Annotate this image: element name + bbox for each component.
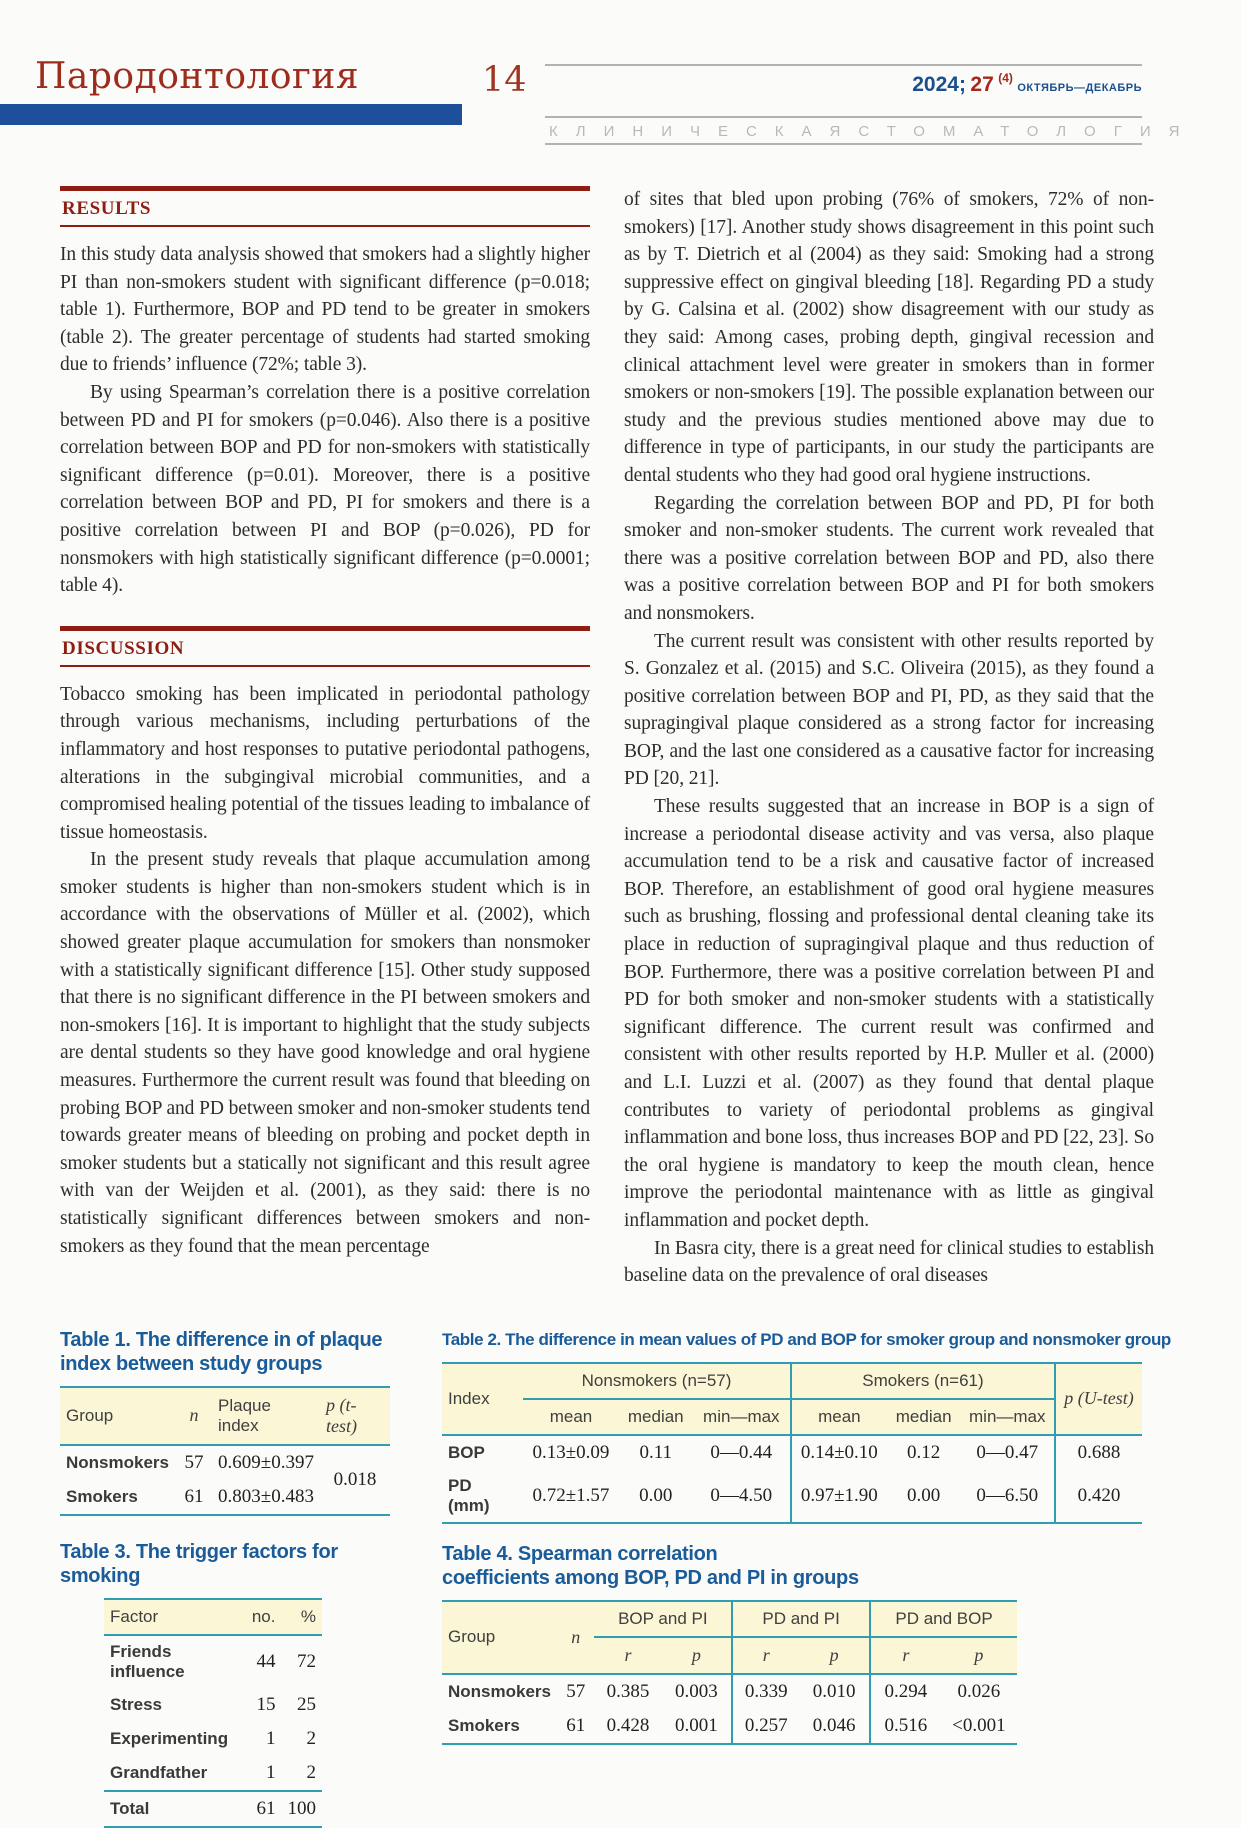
cell: 0.609±0.397	[218, 1451, 314, 1473]
discussion-heading: DISCUSSION	[62, 637, 185, 659]
cell: 0.72±1.57	[532, 1484, 610, 1506]
tables-left-column	[60, 1328, 390, 1828]
cell: Nonsmokers	[448, 1681, 551, 1701]
cell: 0.003	[661, 1674, 732, 1709]
cell: 57	[566, 1680, 586, 1702]
column-header: p	[941, 1637, 1017, 1674]
results-heading: RESULTS	[62, 198, 152, 219]
cell: 72	[297, 1650, 316, 1672]
table-row	[442, 1470, 1142, 1523]
column-header: n	[557, 1601, 594, 1674]
journal-accent-bar	[0, 104, 462, 125]
column-header: r	[594, 1637, 661, 1674]
column-header: p (t-test)	[320, 1387, 390, 1445]
cell: 0.14±0.10	[800, 1441, 878, 1463]
article-body	[60, 186, 1183, 1290]
cell: 44	[256, 1650, 276, 1672]
cell: 1	[265, 1761, 276, 1783]
table-subheader-row	[442, 1399, 1142, 1435]
table-total-row	[104, 1791, 322, 1827]
cell: <0.001	[952, 1714, 1006, 1736]
issue-volume: 27	[970, 73, 994, 96]
page-number: 14	[482, 60, 527, 100]
cell: 0.803±0.483	[218, 1485, 314, 1507]
continuation-paragraph: of sites that bled upon probing (76% of smokers, 72% of non-smokers) [17]. Another study shows disagreement in this point such as by T. Dietrich et al (2004) as they said: Smoking had a strong suppressive effect on gingival bleeding [18]. Regarding PD a study by G. Calsina et al. (2002) show disagreement with our study as they said: Among cases, probing depth, gingival recession and clinical attachment level were greater in smokers than in former smokers or non-smokers [19]. The possible explanation between our study and the previous studies mentioned above may due to difference in type of participants, in our study the participants are dental students who they had good oral hygiene instructions.	[624, 189, 1154, 486]
cell: 0—0.44	[693, 1435, 791, 1470]
body-paragraph: The current result was consistent with other results reported by S. Gonzalez et al. (2015) and S.C. Oliveira (2015), as they found a positive correlation between BOP and PI, PD, as they said that the supragingival plaque considered as a strong factor for increasing BOP, and the last one considered as a causative factor for increasing PD [20, 21].	[624, 630, 1154, 790]
column-group-header: PD and PI	[732, 1601, 870, 1637]
cell: 0.516	[884, 1714, 928, 1736]
cell: 0.257	[744, 1714, 788, 1736]
discussion-paragraph: In the present study reveals that plaque accumulation among smoker students is higher than non-smokers student which is in accordance with the observations of Müller et al. (2002), which showed greater plaque accumulation for smokers than nonsmoker with a statistically significant difference [15]. Other study supposed that there is no significant difference in the PI between smokers and non-smokers [16]. It is important to highlight that the study subjects are dental students so they have good knowledge and oral hygiene measures. Furthermore the current result was found that bleeding on probing BOP and PD between smoker and non-smoker students tend towards greater means of bleeding on probing and pocket depth in smoker students but a statically not significant and this result agree with van der Weijden et al. (2001), as they said: there is no statistically significant differences between smokers and non-smokers as they found that the mean percentage	[60, 849, 590, 1257]
table1-title	[60, 1328, 390, 1376]
header-rule-bottom	[545, 143, 1142, 145]
cell: 0.97±1.90	[800, 1484, 878, 1506]
column-header: Factor	[104, 1599, 238, 1635]
issue-months: ОКТЯБРЬ—ДЕКАБРЬ	[1017, 82, 1142, 94]
running-head	[545, 118, 1198, 143]
tables-right-column	[442, 1328, 1171, 1828]
cell: 2	[306, 1761, 316, 1783]
cell: Total	[104, 1791, 238, 1827]
table3-block	[60, 1540, 390, 1828]
cell: Friends influence	[110, 1641, 185, 1681]
table-header-row	[442, 1363, 1142, 1399]
body-paragraph: In Basra city, there is a great need for clinical studies to establish baseline data on the prevalence of oral diseases	[624, 1237, 1154, 1287]
table3	[104, 1598, 322, 1828]
table3-title: Table 3. The trigger factors for smoking	[60, 1540, 338, 1587]
column-group-header: Nonsmokers (n=57)	[523, 1363, 791, 1399]
results-paragraph: In this study data analysis showed that smokers had a slightly higher PI than non-smokers student with significant difference (p=0.018; table 1). Furthermore, BOP and PD tend to be greater in smokers (table 2). The greater percentage of students had started smoking due to friends’ influence (72%; table 3).	[60, 244, 590, 376]
discussion-paragraph: Tobacco smoking has been implicated in periodontal pathology through various mechanisms, including perturbations of the inflammatory and host responses to putative periodontal pathogens, alterations in the subgingival microbial communities, and a compromised healing potential of the tissues leading to imbalance of tissue homeostasis.	[60, 683, 590, 843]
issue-info	[545, 66, 1142, 116]
table-header-row	[442, 1601, 1017, 1637]
column-header: r	[870, 1637, 941, 1674]
running-head-right: СТОМАТОЛОГИЯ	[858, 123, 1198, 140]
table-row	[442, 1674, 1017, 1709]
column-header: Group	[442, 1601, 557, 1674]
column-header: p (U-test)	[1055, 1363, 1142, 1435]
column-header: n	[176, 1387, 212, 1445]
issue-year: 2024;	[912, 73, 966, 96]
cell: 0.13±0.09	[532, 1441, 610, 1463]
cell: 25	[297, 1693, 316, 1715]
body-paragraph: Regarding the correlation between BOP and PD, PI for both smoker and non-smoker students. The current work revealed that there was a positive correlation between BOP and PD, also there was a positive correlation between BOP and PI for both smokers and nonsmokers.	[624, 492, 1154, 624]
column-header: r	[732, 1637, 799, 1674]
table-header-row	[104, 1599, 322, 1635]
cell: 1	[265, 1727, 276, 1749]
cell: 0.00	[907, 1484, 941, 1506]
cell: 61	[238, 1791, 282, 1827]
page-header	[0, 0, 1241, 150]
section-rule-thin	[60, 225, 590, 227]
cell: 57	[184, 1451, 204, 1473]
cell: Grandfather	[110, 1762, 208, 1782]
column-header: median	[887, 1399, 961, 1435]
table-row	[60, 1445, 390, 1480]
column-header: min—max	[961, 1399, 1055, 1435]
table-row	[104, 1722, 322, 1756]
cell: 61	[184, 1485, 204, 1507]
header-right	[545, 64, 1198, 145]
table2-block	[442, 1328, 1171, 1524]
cell: 0.046	[799, 1709, 870, 1744]
table4-block	[442, 1542, 1017, 1745]
table-row	[104, 1756, 322, 1791]
discussion-section-head	[60, 626, 590, 667]
column-group-header: BOP and PI	[594, 1601, 732, 1637]
cell: 15	[256, 1693, 276, 1715]
table4-title	[442, 1542, 1017, 1590]
body-paragraph: These results suggested that an increase in BOP is a sign of increase a periodontal disease activity and vas versa, also plaque accumulation tend to be a risk and causative factor of increased BOP. Therefore, an establishment of good oral hygiene measures such as brushing, flossing and professional dental cleaning take its place in reduction of supragingival plaque and thus reduction of BOP. Furthermore, there was a positive correlation between PI and PD for both smoker and non-smoker students with a statistically significant difference. The current result was confirmed and consistent with other results reported by H.P. Muller et al. (2000) and L.I. Luzzi et al. (2007) as they found that dental plaque contributes to variety of periodontal problems as gingival inflammation and bone loss, thus increases BOP and PD [22, 23]. So the oral hygiene is mandatory to keep the mouth clean, hence improve the periodontal maintenance with as little as gingival inflammation and pocket depth.	[624, 796, 1154, 1231]
cell: 0.026	[957, 1680, 1001, 1702]
column-group-header: Smokers (n=61)	[791, 1363, 1055, 1399]
cell: 0.294	[884, 1680, 928, 1702]
table-row	[442, 1435, 1142, 1470]
cell: Experimenting	[110, 1728, 229, 1748]
cell: 0.12	[907, 1441, 941, 1463]
cell: 0—6.50	[961, 1470, 1055, 1523]
table1-title-line2: index between study groups	[60, 1352, 323, 1375]
column-header: no.	[238, 1599, 282, 1635]
column-header: %	[281, 1599, 322, 1635]
section-rule-thin	[60, 665, 590, 667]
table1	[60, 1386, 390, 1516]
cell: 2	[306, 1727, 316, 1749]
cell: Smokers	[66, 1486, 138, 1506]
cell: 0.385	[606, 1680, 650, 1702]
table-row	[442, 1709, 1017, 1744]
column-header: min—max	[693, 1399, 791, 1435]
table-row	[104, 1688, 322, 1722]
cell: 0—0.47	[961, 1435, 1055, 1470]
cell: Nonsmokers	[66, 1452, 169, 1472]
discussion-section	[60, 626, 590, 1260]
tables-section	[60, 1328, 1183, 1828]
table1-title-line1: Table 1. The difference in of plaque	[60, 1328, 383, 1351]
cell: 0.11	[639, 1441, 673, 1463]
running-head-left: КЛИНИЧЕСКАЯ	[549, 123, 859, 140]
cell: Stress	[110, 1694, 162, 1714]
table2	[442, 1362, 1142, 1524]
table4	[442, 1600, 1017, 1745]
issue-number: (4)	[998, 71, 1013, 85]
cell: 0.018	[333, 1468, 377, 1490]
cell: 0.001	[661, 1709, 732, 1744]
cell: 0.420	[1077, 1484, 1121, 1506]
column-header: Index	[442, 1363, 523, 1435]
column-header: p	[661, 1637, 732, 1674]
table4-title-line1: Table 4. Spearman correlation	[442, 1542, 718, 1565]
column-header: mean	[791, 1399, 887, 1435]
column-header: p	[799, 1637, 870, 1674]
table4-title-line2: coefficients among BOP, PD and PI in groups	[442, 1566, 859, 1589]
left-column	[60, 186, 590, 1290]
column-header: median	[619, 1399, 693, 1435]
column-header: Plaque index	[212, 1387, 320, 1445]
cell: Smokers	[448, 1715, 520, 1735]
cell: BOP	[448, 1442, 485, 1462]
cell: 100	[281, 1791, 322, 1827]
cell: 0.010	[799, 1674, 870, 1709]
cell: 61	[566, 1714, 586, 1736]
column-header: mean	[523, 1399, 619, 1435]
cell: 0.339	[744, 1680, 788, 1702]
right-column	[624, 186, 1154, 1290]
journal-title: Пародонтология	[35, 56, 360, 97]
cell: 0.00	[639, 1484, 673, 1506]
column-group-header: PD and BOP	[870, 1601, 1017, 1637]
results-section-head	[60, 186, 590, 227]
cell: 0.688	[1077, 1441, 1121, 1463]
results-paragraph: By using Spearman’s correlation there is a positive correlation between PD and PI for smokers (p=0.046). Also there is a positive correlation between BOP and PD for non-smokers with statistically significant difference (p=0.01). Moreover, there is a positive correlation between BOP and PD, PI for smokers and there is a positive correlation between PI and BOP (p=0.026), PD for nonsmokers with high statistically significant difference (p=0.0001; table 4).	[60, 381, 590, 597]
column-header: Group	[60, 1387, 176, 1445]
table2-title: Table 2. The difference in mean values of PD and BOP for smoker group and nonsmoker group	[442, 1329, 1171, 1349]
table-row	[104, 1635, 322, 1688]
table1-block	[60, 1328, 390, 1516]
cell: PD (mm)	[448, 1475, 490, 1515]
table-header-row	[60, 1387, 390, 1445]
cell: 0.428	[606, 1714, 650, 1736]
cell: 0—4.50	[693, 1470, 791, 1523]
